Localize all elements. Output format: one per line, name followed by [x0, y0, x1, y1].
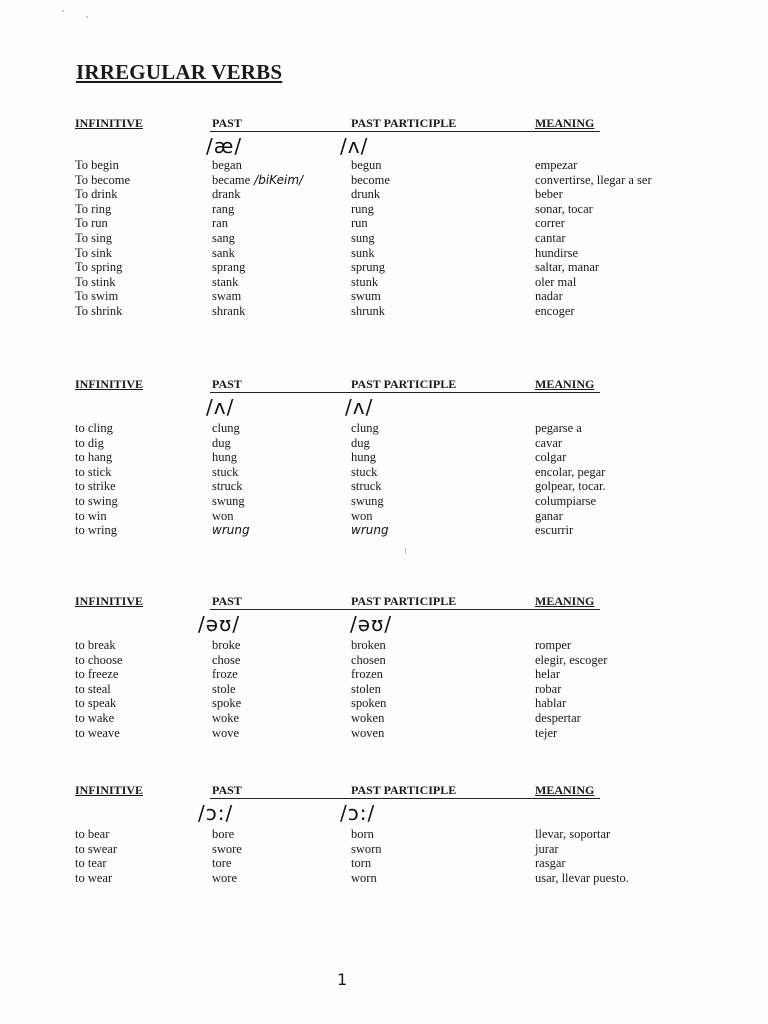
- past-participle-cell: broken: [351, 638, 386, 652]
- past-cell: sank: [212, 245, 235, 260]
- header-rule: [210, 609, 600, 610]
- meaning-cell: jurar: [535, 841, 559, 856]
- past-cell: tore: [212, 856, 232, 871]
- past-participle-cell: rung: [351, 201, 374, 216]
- past-cell: dug: [212, 435, 231, 450]
- verb-row: [0, 711, 768, 726]
- verb-row: [0, 638, 768, 653]
- past-cell: broke: [212, 638, 241, 652]
- header-meaning: MEANING: [535, 377, 595, 391]
- meaning-cell: empezar: [535, 158, 578, 172]
- header-meaning: MEANING: [535, 783, 595, 797]
- meaning-cell: golpear, tocar.: [535, 479, 606, 494]
- verb-row: [0, 827, 768, 842]
- infinitive-cell: To sing: [75, 230, 112, 245]
- meaning-cell: cantar: [535, 230, 566, 245]
- past-participle-cell: chosen: [351, 652, 386, 667]
- verb-row: [0, 465, 768, 480]
- verb-section-1: [0, 116, 768, 316]
- verb-row: [0, 726, 768, 741]
- meaning-cell: columpiarse: [535, 493, 597, 508]
- past-cell: struck: [212, 479, 243, 494]
- verb-row: [0, 653, 768, 668]
- verb-row: [0, 246, 768, 261]
- past-phonetic: /ɔ:/: [198, 801, 234, 825]
- past-participle-cell: born: [351, 827, 374, 841]
- infinitive-cell: to break: [75, 638, 116, 652]
- header-rule: [210, 131, 600, 132]
- meaning-cell: escurrir: [535, 523, 574, 538]
- infinitive-cell: To swim: [75, 289, 119, 304]
- header-past: PAST: [212, 377, 242, 391]
- header-past: PAST: [212, 594, 242, 608]
- meaning-cell: llevar, soportar: [535, 827, 611, 841]
- meaning-cell: ganar: [535, 508, 563, 523]
- infinitive-cell: to speak: [75, 696, 117, 711]
- meaning-cell: tejer: [535, 725, 558, 740]
- verb-section-2: [0, 377, 768, 577]
- past-participle-cell: clung: [351, 421, 379, 435]
- past-participle-cell: sworn: [351, 841, 382, 856]
- past-phonetic: /æ/: [206, 134, 243, 158]
- past-participle-cell: stolen: [351, 681, 381, 696]
- header-meaning: MEANING: [535, 594, 595, 608]
- infinitive-cell: to stick: [75, 464, 112, 479]
- past-participle-cell: frozen: [351, 667, 383, 682]
- verb-row: [0, 842, 768, 857]
- past-cell: rang: [212, 201, 235, 216]
- infinitive-cell: to dig: [75, 435, 104, 450]
- infinitive-cell: to cling: [75, 421, 113, 435]
- past-cell: swore: [212, 841, 242, 856]
- verb-row: [0, 231, 768, 246]
- meaning-cell: romper: [535, 638, 572, 652]
- meaning-cell: hundirse: [535, 245, 579, 260]
- handwritten-note: /biKeim/: [254, 172, 304, 187]
- scan-speck: [62, 10, 64, 12]
- verb-row: [0, 479, 768, 494]
- meaning-cell: nadar: [535, 289, 563, 304]
- header-infinitive: INFINITIVE: [75, 377, 144, 391]
- header-rule: [210, 392, 600, 393]
- meaning-cell: pegarse a: [535, 421, 582, 435]
- verb-row: [0, 436, 768, 451]
- verb-row: [0, 871, 768, 886]
- past-participle-cell: become: [351, 172, 390, 187]
- meaning-cell: encoger: [535, 303, 575, 318]
- verb-row: [0, 173, 768, 188]
- infinitive-cell: to swing: [75, 493, 118, 508]
- past-participle-cell: worn: [351, 870, 377, 885]
- meaning-cell: robar: [535, 681, 562, 696]
- header-infinitive: INFINITIVE: [75, 783, 144, 797]
- verb-row: [0, 158, 768, 173]
- header-past-participle: PAST PARTICIPLE: [351, 377, 457, 391]
- meaning-cell: saltar, manar: [535, 260, 600, 275]
- past-participle-phonetic: /əʊ/: [350, 612, 393, 636]
- infinitive-cell: To drink: [75, 187, 118, 202]
- meaning-cell: hablar: [535, 696, 567, 711]
- header-past-participle: PAST PARTICIPLE: [351, 594, 457, 608]
- past-participle-cell: sung: [351, 230, 375, 245]
- verb-row: [0, 202, 768, 217]
- header-rule: [210, 798, 600, 799]
- past-cell: won: [212, 508, 234, 523]
- meaning-cell: helar: [535, 667, 560, 682]
- infinitive-cell: To ring: [75, 201, 112, 216]
- infinitive-cell: to bear: [75, 827, 110, 841]
- past-cell: woke: [212, 710, 240, 725]
- verb-row: [0, 216, 768, 231]
- past-cell: froze: [212, 667, 238, 682]
- past-cell: began: [212, 158, 242, 172]
- page-number: 1: [337, 970, 348, 989]
- infinitive-cell: To run: [75, 216, 108, 231]
- verb-row: [0, 450, 768, 465]
- past-cell: stole: [212, 681, 236, 696]
- infinitive-cell: to swear: [75, 841, 117, 856]
- meaning-cell: correr: [535, 216, 565, 231]
- meaning-cell: oler mal: [535, 274, 577, 289]
- verb-row: [0, 494, 768, 509]
- verb-row: [0, 523, 768, 538]
- past-participle-cell: struck: [351, 479, 382, 494]
- meaning-cell: cavar: [535, 435, 563, 450]
- infinitive-cell: to wake: [75, 710, 115, 725]
- past-cell: wore: [212, 870, 237, 885]
- verb-section-3: [0, 594, 768, 794]
- infinitive-cell: to strike: [75, 479, 116, 494]
- header-meaning: MEANING: [535, 116, 595, 130]
- past-participle-cell: run: [351, 216, 368, 231]
- past-participle-cell: dug: [351, 435, 370, 450]
- infinitive-cell: to wear: [75, 870, 113, 885]
- meaning-cell: usar, llevar puesto.: [535, 870, 629, 885]
- scan-speck: [405, 548, 406, 554]
- verb-row: [0, 275, 768, 290]
- past-cell: wove: [212, 725, 240, 740]
- infinitive-cell: to steal: [75, 681, 111, 696]
- meaning-cell: convertirse, llegar a ser: [535, 172, 652, 187]
- meaning-cell: elegir, escoger: [535, 652, 608, 667]
- past-participle-cell: spoken: [351, 696, 387, 711]
- past-participle-cell: woven: [351, 725, 385, 740]
- infinitive-cell: to weave: [75, 725, 120, 740]
- infinitive-cell: To become: [75, 172, 131, 187]
- past-participle-cell: sunk: [351, 245, 375, 260]
- verb-row: [0, 856, 768, 871]
- infinitive-cell: To stink: [75, 274, 116, 289]
- meaning-cell: rasgar: [535, 856, 566, 871]
- header-infinitive: INFINITIVE: [75, 594, 144, 608]
- meaning-cell: colgar: [535, 450, 567, 465]
- past-cell: chose: [212, 652, 241, 667]
- infinitive-cell: To sink: [75, 245, 112, 260]
- infinitive-cell: to win: [75, 508, 107, 523]
- past-cell: sang: [212, 230, 235, 245]
- meaning-cell: despertar: [535, 710, 581, 725]
- verb-row: [0, 304, 768, 319]
- header-past-participle: PAST PARTICIPLE: [351, 116, 457, 130]
- verb-row: [0, 696, 768, 711]
- page-title: IRREGULAR VERBS: [76, 60, 283, 84]
- past-cell: spoke: [212, 696, 242, 711]
- meaning-cell: beber: [535, 187, 563, 202]
- past-cell: bore: [212, 827, 235, 841]
- past-phonetic: /ʌ/: [206, 395, 235, 419]
- header-infinitive: INFINITIVE: [75, 116, 144, 130]
- infinitive-cell: to wring: [75, 523, 118, 538]
- verb-row: [0, 667, 768, 682]
- past-cell: hung: [212, 450, 237, 465]
- meaning-cell: encolar, pegar: [535, 464, 606, 479]
- past-participle-cell: begun: [351, 158, 382, 172]
- past-cell: sprang: [212, 260, 246, 275]
- verb-row: [0, 260, 768, 275]
- past-participle-phonetic: /ʌ/: [345, 395, 374, 419]
- scan-speck: [86, 16, 88, 18]
- infinitive-cell: to choose: [75, 652, 123, 667]
- past-cell: [212, 173, 303, 188]
- past-cell: shrank: [212, 303, 246, 318]
- infinitive-cell: To spring: [75, 260, 123, 275]
- past-participle-cell: won: [351, 508, 373, 523]
- past-participle-cell: swung: [351, 493, 384, 508]
- past-participle-cell-handwritten: wrung: [351, 523, 389, 538]
- verb-row: [0, 509, 768, 524]
- infinitive-cell: To begin: [75, 158, 119, 172]
- meaning-cell: sonar, tocar: [535, 201, 593, 216]
- verb-row: [0, 421, 768, 436]
- past-cell: drank: [212, 187, 241, 202]
- past-participle-cell: woken: [351, 710, 385, 725]
- header-past: PAST: [212, 783, 242, 797]
- past-cell: ran: [212, 216, 228, 231]
- past-participle-phonetic: /ɔ:/: [340, 801, 376, 825]
- verb-section-4: [0, 783, 768, 983]
- past-cell: stuck: [212, 464, 239, 479]
- past-cell: clung: [212, 421, 240, 435]
- verb-row: [0, 682, 768, 697]
- verb-row: [0, 187, 768, 202]
- infinitive-cell: to tear: [75, 856, 107, 871]
- infinitive-cell: To shrink: [75, 303, 123, 318]
- past-cell: swung: [212, 493, 245, 508]
- infinitive-cell: to freeze: [75, 667, 119, 682]
- verb-row: [0, 289, 768, 304]
- past-participle-cell: sprung: [351, 260, 386, 275]
- past-cell-handwritten: wrung: [212, 523, 250, 538]
- past-participle-cell: swum: [351, 289, 381, 304]
- past-phonetic: /əʊ/: [198, 612, 241, 636]
- past-text: became: [212, 172, 251, 187]
- past-cell: stank: [212, 274, 239, 289]
- past-participle-cell: drunk: [351, 187, 381, 202]
- past-participle-cell: stuck: [351, 464, 378, 479]
- past-participle-phonetic: /ʌ/: [340, 134, 369, 158]
- past-participle-cell: shrunk: [351, 303, 386, 318]
- past-participle-cell: torn: [351, 856, 372, 871]
- past-participle-cell: hung: [351, 450, 376, 465]
- past-cell: swam: [212, 289, 242, 304]
- header-past-participle: PAST PARTICIPLE: [351, 783, 457, 797]
- header-past: PAST: [212, 116, 242, 130]
- past-participle-cell: stunk: [351, 274, 379, 289]
- infinitive-cell: to hang: [75, 450, 113, 465]
